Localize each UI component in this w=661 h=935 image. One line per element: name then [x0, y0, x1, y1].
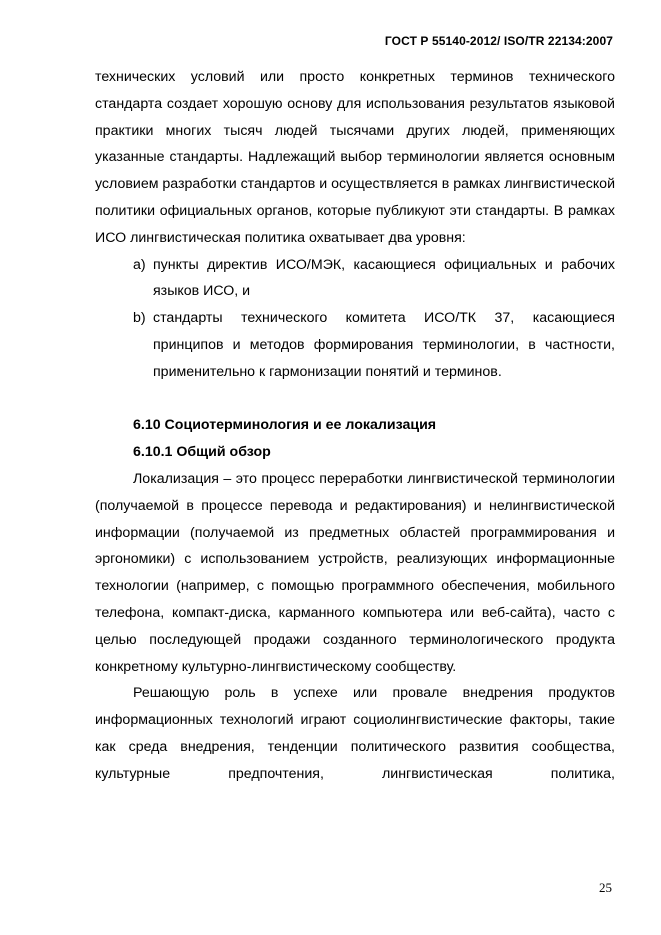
- list-item-text: стандарты технического комитета ИСО/ТК 37, касающиеся принципов и методов формирования терминологии, в частности, применительно к гармонизации понятий и терминов.: [153, 310, 615, 380]
- subsection-heading: 6.10.1 Общий обзор: [133, 444, 271, 461]
- list-item-text: пункты директив ИСО/МЭК, касающиеся официальных и рабочих языков ИСО, и: [153, 256, 615, 300]
- document-header: ГОСТ Р 55140-2012/ ISO/TR 22134:2007: [384, 34, 613, 48]
- factors-paragraph: Решающую роль в успехе или провале внедрения продуктов информационных технологий играют социолингвистические факторы, такие как среда внедрения, тенденции политического развития сообщества, культурные предпочтения, лингвистическая политика,: [95, 685, 615, 782]
- list-item-a: [95, 252, 615, 306]
- intro-paragraph: технических условий или просто конкретных терминов технического стандарта создает хорошую основу для использования результатов языковой практики многих тысяч людей тысячами других людей, применяющих указанные стандарты. Надлежащий выбор терминологии является основным условием разработки стандартов и осуществляется в рамках лингвистической политики официальных органов, которые публикуют эти стандарты. В рамках ИСО лингвистическая политика охватывает два уровня:: [95, 69, 615, 246]
- list-marker: a): [133, 256, 146, 273]
- page-body: [95, 64, 615, 788]
- list-marker: b): [133, 310, 146, 327]
- section-spacer: [95, 386, 615, 413]
- localization-paragraph: Локализация – это процесс переработки лингвистической терминологии (получаемой в процессе перевода и редактирования) и нелингвистической информации (получаемой из предметных областей программирования и эргономики) с использованием устройств, реализующих информационные технологии (например, с помощью программного обеспечения, мобильного телефона, компакт-диска, карманного компьютера или веб-сайта), часто с целью последующей продажи созданного терминологического продукта конкретному культурно-лингвистическому сообществу.: [95, 470, 615, 675]
- list-item-b: [95, 305, 615, 385]
- page-number: 25: [599, 880, 612, 895]
- section-heading: 6.10 Социотерминология и ее локализация: [133, 417, 437, 434]
